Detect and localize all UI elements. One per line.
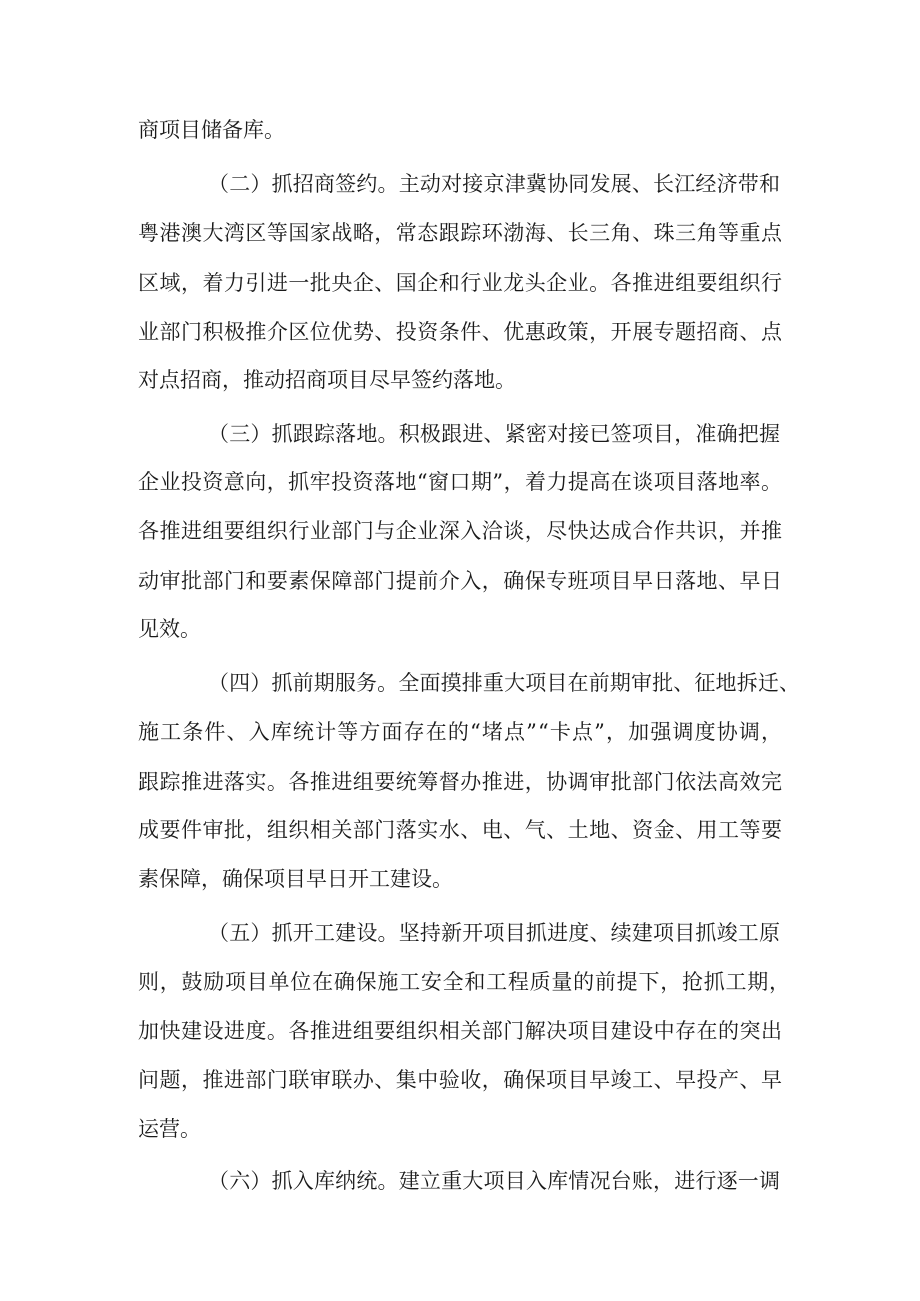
line-text: 成要件审批，组织相关部门落实水、电、气、土地、资金、用工等要 bbox=[138, 818, 783, 842]
text-line bbox=[0, 712, 920, 752]
text-line bbox=[0, 1161, 920, 1201]
line-text: （六）抓入库纳统。建立重大项目入库情况台账，进行逐一调 bbox=[208, 1169, 781, 1193]
line-text: （四）抓前期服务。全面摸排重大项目在前期审批、征地拆迁、 bbox=[208, 671, 801, 695]
line-text: 问题，推进部门联审联办、集中验收，确保项目早竣工、早投产、早 bbox=[138, 1068, 783, 1092]
line-text: 动审批部门和要素保障部门提前介入，确保专班项目早日落地、早日 bbox=[138, 569, 783, 593]
line-text: 则，鼓励项目单位在确保施工安全和工程质量的前提下，抢抓工期， bbox=[138, 970, 791, 994]
line-text: 对点招商，推动招商项目尽早签约落地。 bbox=[138, 368, 516, 392]
text-line bbox=[0, 462, 920, 502]
text-line bbox=[0, 213, 920, 253]
text-line bbox=[0, 913, 920, 953]
line-text: 素保障，确保项目早日开工建设。 bbox=[138, 867, 453, 891]
text-line bbox=[0, 1060, 920, 1100]
text-line bbox=[0, 263, 920, 303]
text-line bbox=[0, 110, 920, 150]
line-text: 跟踪推进落实。各推进组要统筹督办推进，协调审批部门依法高效完 bbox=[138, 770, 783, 794]
line-text: 施工条件、入库统计等方面存在的“堵点”“卡点”，加强调度协调， bbox=[138, 720, 784, 744]
text-line bbox=[0, 663, 920, 703]
text-line bbox=[0, 1109, 920, 1149]
line-text: 业部门积极推介区位优势、投资条件、优惠政策，开展专题招商、点 bbox=[138, 320, 783, 344]
line-text: 商项目储备库。 bbox=[138, 118, 285, 142]
text-line bbox=[0, 164, 920, 204]
line-text: 运营。 bbox=[138, 1117, 201, 1141]
line-text: 各推进组要组织行业部门与企业深入洽谈，尽快达成合作共识，并推 bbox=[138, 519, 783, 543]
text-line bbox=[0, 962, 920, 1002]
text-line bbox=[0, 511, 920, 551]
line-text: 粤港澳大湾区等国家战略，常态跟踪环渤海、长三角、珠三角等重点 bbox=[138, 221, 783, 245]
line-text: 企业投资意向，抓牢投资落地“窗口期”，着力提高在谈项目落地率。 bbox=[138, 470, 783, 494]
text-line bbox=[0, 561, 920, 601]
line-text: （五）抓开工建设。坚持新开项目抓进度、续建项目抓竣工原 bbox=[208, 921, 781, 945]
line-text: 见效。 bbox=[138, 617, 201, 641]
text-line bbox=[0, 360, 920, 400]
line-text: 加快建设进度。各推进组要组织相关部门解决项目建设中存在的突出 bbox=[138, 1019, 783, 1043]
text-line bbox=[0, 609, 920, 649]
line-text: 区域，着力引进一批央企、国企和行业龙头企业。各推进组要组织行 bbox=[138, 271, 783, 295]
text-line bbox=[0, 1011, 920, 1051]
text-line bbox=[0, 312, 920, 352]
line-text: （三）抓跟踪落地。积极跟进、紧密对接已签项目，准确把握 bbox=[208, 422, 781, 446]
text-line bbox=[0, 810, 920, 850]
text-line bbox=[0, 414, 920, 454]
line-text: （二）抓招商签约。主动对接京津冀协同发展、长江经济带和 bbox=[208, 172, 781, 196]
text-line bbox=[0, 762, 920, 802]
text-line bbox=[0, 859, 920, 899]
